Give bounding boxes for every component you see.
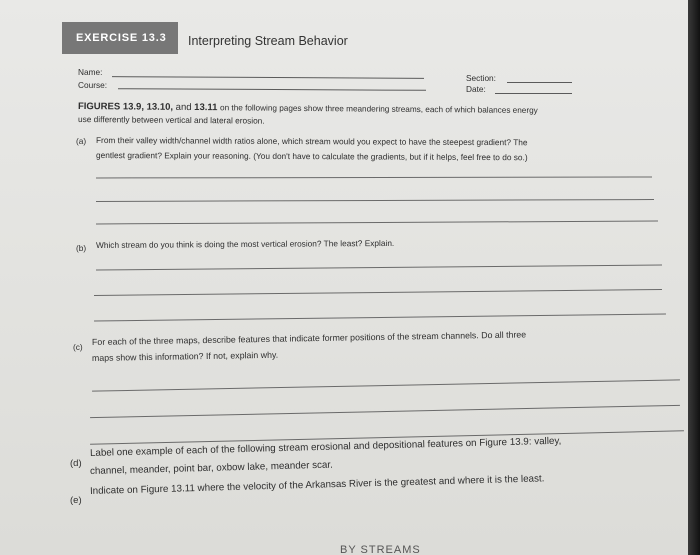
- question-b-marker: (b): [76, 243, 87, 253]
- intro-line-2: use differently between vertical and lateral erosion.: [77, 114, 265, 126]
- answer-line-b1[interactable]: [96, 265, 662, 271]
- question-d-line-2: channel, meander, point bar, oxbow lake, meander scar.: [89, 459, 333, 477]
- question-c-line-2: maps show this information? If not, explain why.: [91, 349, 279, 363]
- date-field[interactable]: [495, 93, 572, 94]
- exercise-title: Interpreting Stream Behavior: [178, 22, 690, 60]
- course-field[interactable]: [118, 88, 426, 91]
- name-field[interactable]: [112, 76, 424, 79]
- answer-line-a1[interactable]: [96, 177, 652, 179]
- exercise-number: EXERCISE 13.3: [62, 22, 178, 54]
- question-b-line-1: Which stream do you think is doing the most vertical erosion? The least? Explain.: [95, 237, 395, 250]
- section-field[interactable]: [507, 82, 572, 83]
- answer-line-a2[interactable]: [96, 199, 654, 202]
- answer-line-b3[interactable]: [94, 314, 666, 322]
- answer-line-c2[interactable]: [90, 405, 680, 418]
- answer-line-a3[interactable]: [96, 221, 658, 225]
- question-a-line-2: gentlest gradient? Explain your reasoning. (You don't have to calculate the gradients, but if it helps, feel free to do so.): [95, 150, 528, 163]
- name-label: Name:: [78, 67, 103, 77]
- question-e-marker: (e): [70, 495, 82, 506]
- background-edge: [688, 0, 700, 555]
- course-label: Course:: [78, 80, 108, 90]
- question-d-marker: (d): [70, 458, 82, 469]
- date-label: Date:: [466, 84, 486, 94]
- answer-line-c1[interactable]: [92, 379, 680, 391]
- question-e-line-1: Indicate on Figure 13.11 where the velocity of the Arkansas River is the greatest and where it is the least.: [89, 473, 545, 497]
- answer-line-b2[interactable]: [94, 289, 662, 296]
- question-d-line-1: Label one example of each of the following stream erosional and depositional features on Figure 13.9: valley,: [89, 435, 562, 459]
- question-c-line-1: For each of the three maps, describe features that indicate former positions of the stream channels. Do all three: [91, 329, 527, 347]
- footer-partial-heading: BY STREAMS: [340, 544, 421, 555]
- section-label: Section:: [466, 73, 496, 83]
- question-c-marker: (c): [73, 342, 83, 352]
- question-a-line-1: From their valley width/channel width ratios alone, which stream would you expect to have the steepest gradient? The: [95, 135, 528, 148]
- intro-line-1: FIGURES 13.9, 13.10, and 13.11 on the following pages show three meandering streams, each of which balances energy: [77, 101, 538, 116]
- question-a-marker: (a): [76, 136, 87, 146]
